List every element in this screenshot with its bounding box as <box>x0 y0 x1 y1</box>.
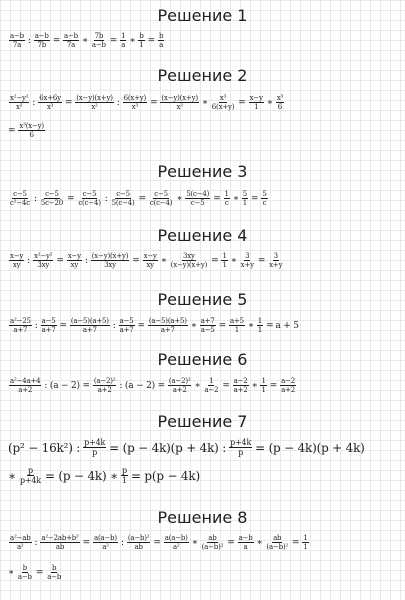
denominator: a+2 <box>233 386 248 394</box>
solution-8-heading: Решение 8 <box>157 508 248 527</box>
numerator: x³ <box>276 94 284 102</box>
numerator: a²−25 <box>10 317 31 325</box>
numerator: c−5 <box>82 190 97 198</box>
math-token: = <box>222 380 230 391</box>
numerator: 1 <box>303 534 308 542</box>
math-token: = <box>251 193 259 204</box>
math-token: = <box>109 35 118 46</box>
numerator: a−b <box>10 32 24 40</box>
fraction <box>121 466 128 485</box>
solution-1-heading: Решение 1 <box>157 6 248 25</box>
fraction <box>164 534 189 551</box>
math-token: = <box>257 255 266 266</box>
fraction <box>17 564 33 581</box>
math-token: ∗ <box>190 320 197 331</box>
fraction <box>91 32 107 49</box>
math-token: = <box>52 35 61 46</box>
math-token: = <box>238 97 246 108</box>
math-token: : <box>84 255 88 266</box>
solution-7-heading: Решение 7 <box>157 412 248 431</box>
numerator: a−2 <box>233 377 248 385</box>
fraction <box>238 534 254 551</box>
numerator: b <box>52 564 57 572</box>
fraction <box>111 190 136 207</box>
fraction <box>257 317 263 334</box>
denominator: a+2 <box>97 386 112 394</box>
fraction <box>40 534 79 551</box>
fraction <box>75 94 113 111</box>
math-token: = <box>82 537 90 548</box>
equation-line <box>7 466 201 485</box>
math-token: = <box>64 97 73 108</box>
numerator: x−y <box>10 252 24 260</box>
denominator: 1 <box>234 326 240 334</box>
denominator: 3xy <box>37 261 50 269</box>
fraction <box>9 32 25 49</box>
denominator: c−5 <box>190 199 205 207</box>
solution-6-heading: Решение 6 <box>157 350 248 369</box>
solution-2-heading: Решение 2 <box>157 66 248 85</box>
math-token: = <box>138 193 146 204</box>
fraction <box>229 317 245 334</box>
equation-line <box>7 190 270 207</box>
math-token: = p(p − 4k) <box>130 468 200 483</box>
fraction <box>158 32 164 49</box>
numerator: a(a−b) <box>94 534 117 542</box>
solution-5-heading: Решение 5 <box>157 290 248 309</box>
numerator: (a−2)² <box>93 377 116 385</box>
denominator: (x−y)(x+y) <box>170 261 208 269</box>
math-token: = (p − 4k)(p + 4k) <box>255 440 365 455</box>
fraction <box>233 377 249 394</box>
numerator: (x−y)(x+y) <box>76 94 113 102</box>
numerator: b <box>139 32 144 40</box>
equation-line <box>7 94 286 111</box>
fraction <box>77 190 101 207</box>
math-token: : <box>27 255 31 266</box>
numerator: 6x+6y <box>39 94 61 102</box>
equation-line <box>7 252 285 269</box>
denominator: x² <box>16 103 23 111</box>
fraction <box>38 94 62 111</box>
math-token: = <box>59 320 67 331</box>
math-token: : <box>27 35 31 46</box>
denominator: a² <box>16 543 24 551</box>
denominator: 6 <box>29 131 34 139</box>
denominator: a+7 <box>119 326 134 334</box>
solution-4-heading: Решение 4 <box>157 226 248 245</box>
math-token: : <box>120 537 124 548</box>
math-token: ∗ <box>8 468 16 483</box>
math-token: = <box>227 537 235 548</box>
denominator: c²−4c <box>10 199 30 207</box>
numerator: ab <box>208 534 217 542</box>
fraction <box>119 317 135 334</box>
denominator: a−b <box>91 41 106 49</box>
numerator: (a−5)(a+5) <box>148 317 187 325</box>
equation-line <box>7 122 47 139</box>
denominator: a+2 <box>281 386 295 394</box>
denominator: a+7 <box>82 326 97 334</box>
denominator: 5c−20 <box>40 199 63 207</box>
numerator: b <box>158 32 164 40</box>
numerator: p+4k <box>84 438 106 447</box>
fraction <box>41 317 57 334</box>
fraction <box>9 317 32 334</box>
denominator: x³ <box>46 103 54 111</box>
math-token: = <box>66 193 75 204</box>
numerator: 1 <box>222 252 227 260</box>
denominator: x³ <box>131 103 138 111</box>
numerator: (a−5)(a+5) <box>70 317 109 325</box>
equation-line <box>7 377 298 394</box>
numerator: a+5 <box>229 317 244 325</box>
fraction <box>211 94 235 111</box>
numerator: a−5 <box>41 317 56 325</box>
denominator: a <box>121 41 126 49</box>
fraction <box>120 32 126 49</box>
fraction <box>242 190 248 207</box>
math-token: ∗ <box>230 255 237 266</box>
math-token: = <box>132 255 140 266</box>
numerator: x²−y² <box>34 252 53 260</box>
math-token: : <box>34 537 38 548</box>
math-token: ∗ <box>8 567 14 578</box>
fraction <box>260 377 266 394</box>
fraction <box>19 466 42 485</box>
denominator: a <box>243 543 248 551</box>
denominator: x² <box>91 103 98 111</box>
math-token: = <box>213 193 221 204</box>
numerator: 5 <box>242 190 247 198</box>
math-token: : <box>104 193 108 204</box>
numerator: a−b <box>64 32 78 40</box>
denominator: a+2 <box>18 386 33 394</box>
numerator: a²−2ab+b² <box>41 534 79 542</box>
fraction <box>18 122 45 139</box>
math-token: : <box>116 97 120 108</box>
fraction <box>93 377 117 394</box>
numerator: ab <box>273 534 282 542</box>
math-token: ∗ <box>232 193 239 204</box>
denominator: 7a <box>66 41 76 49</box>
fraction <box>148 317 188 334</box>
equation-line <box>7 317 300 334</box>
denominator: 1 <box>222 261 227 269</box>
denominator: a−5 <box>200 326 215 334</box>
fraction <box>185 190 210 207</box>
fraction <box>276 94 284 111</box>
fraction <box>67 252 82 269</box>
denominator: 7a <box>12 41 22 49</box>
math-token: ∗ <box>256 537 263 548</box>
math-token: = <box>211 255 219 266</box>
fraction <box>265 534 289 551</box>
denominator: a−b <box>47 573 62 581</box>
math-token: : (a − 2) = <box>44 380 90 391</box>
denominator: c(c−4) <box>149 199 173 207</box>
denominator: (a−b)² <box>201 543 224 551</box>
denominator: a−b <box>17 573 32 581</box>
math-token: = <box>147 35 155 46</box>
fraction <box>46 564 62 581</box>
fraction <box>93 534 118 551</box>
fraction <box>221 252 227 269</box>
equation-line <box>7 534 311 551</box>
fraction <box>261 190 267 207</box>
math-token: ∗ <box>176 193 183 204</box>
fraction <box>70 317 110 334</box>
denominator: a <box>159 41 164 49</box>
math-token: : <box>33 193 37 204</box>
math-token: = (p − 4k) ∗ <box>44 468 119 483</box>
math-token: : <box>34 320 38 331</box>
numerator: p <box>27 466 33 475</box>
fraction <box>138 32 144 49</box>
denominator: c <box>224 199 229 207</box>
denominator: xy <box>70 261 79 269</box>
numerator: a+7 <box>200 317 215 325</box>
math-token: ∗ <box>194 380 201 391</box>
equation-line <box>7 438 366 457</box>
math-token: = <box>150 97 158 108</box>
numerator: (x−y)(x+y) <box>91 252 129 260</box>
solution-3-heading: Решение 3 <box>157 162 248 181</box>
fraction <box>63 32 79 49</box>
equation-line <box>7 32 166 49</box>
fraction <box>249 94 264 111</box>
math-token: ∗ <box>201 97 208 108</box>
numerator: 3 <box>245 252 250 260</box>
math-token: = <box>269 380 278 391</box>
math-token: ∗ <box>129 35 136 46</box>
fraction <box>83 438 106 457</box>
math-token: ∗ <box>247 320 254 331</box>
numerator: b <box>22 564 28 572</box>
math-token: ∗ <box>266 97 273 108</box>
denominator: xy <box>146 261 154 269</box>
fraction <box>224 190 230 207</box>
math-token: ∗ <box>251 380 258 391</box>
denominator: a+7 <box>41 326 56 334</box>
numerator: a−2 <box>281 377 295 385</box>
numerator: p+4k <box>230 438 252 447</box>
denominator: 1 <box>139 41 144 49</box>
numerator: c−5 <box>13 190 27 198</box>
numerator: a²−4a+4 <box>10 377 41 385</box>
numerator: c−5 <box>116 190 130 198</box>
denominator: 1 <box>122 476 127 485</box>
numerator: x−y <box>143 252 157 260</box>
denominator: p <box>92 448 98 457</box>
denominator: a+7 <box>160 326 175 334</box>
math-token: ∗ <box>160 255 167 266</box>
math-token: = <box>292 537 300 548</box>
numerator: 7b <box>94 32 104 40</box>
denominator: ab <box>55 543 65 551</box>
fraction <box>34 32 50 49</box>
fraction <box>33 252 53 269</box>
denominator: a+7 <box>13 326 28 334</box>
math-token: = <box>266 320 274 331</box>
fraction <box>240 252 255 269</box>
numerator: p <box>122 466 127 475</box>
math-token: : <box>32 97 36 108</box>
math-token: = <box>35 567 44 578</box>
denominator: 6(x+y) <box>211 103 235 111</box>
numerator: c−5 <box>154 190 168 198</box>
denominator: x+y <box>240 261 254 269</box>
fraction <box>149 190 173 207</box>
fraction <box>9 377 41 394</box>
numerator: c−5 <box>45 190 59 198</box>
numerator: x³ <box>219 94 227 102</box>
numerator: 6(x+y) <box>123 94 147 102</box>
math-token: = <box>218 320 226 331</box>
math-token: : <box>112 320 116 331</box>
denominator: 1 <box>257 326 263 334</box>
fraction <box>40 190 64 207</box>
numerator: 5(c−4) <box>186 190 210 198</box>
fraction <box>123 94 147 111</box>
fraction <box>168 377 192 394</box>
denominator: 5(c−4) <box>111 199 135 207</box>
math-token: = (p − 4k)(p + 4k) : <box>109 440 227 455</box>
numerator: 3xy <box>183 252 195 260</box>
denominator: 1 <box>242 199 247 207</box>
denominator: (a−b)² <box>266 543 289 551</box>
numerator: 5 <box>262 190 267 198</box>
denominator: x+y <box>269 261 283 269</box>
fraction <box>9 190 31 207</box>
math-token: = <box>153 537 161 548</box>
denominator: 3xy <box>104 261 116 269</box>
fraction <box>160 94 198 111</box>
fraction <box>229 438 252 457</box>
numerator: x−y <box>67 252 81 260</box>
fraction <box>203 377 219 394</box>
numerator: a²−ab <box>10 534 31 542</box>
denominator: p <box>238 448 244 457</box>
math-token: = <box>137 320 145 331</box>
denominator: p+4k <box>19 476 41 485</box>
numerator: 1 <box>261 377 266 385</box>
math-token: = <box>8 125 16 136</box>
denominator: a−2 <box>204 386 219 394</box>
math-token: (p² − 16k²) : <box>8 440 81 455</box>
fraction <box>9 252 24 269</box>
numerator: 1 <box>121 32 126 40</box>
numerator: (a−2)² <box>168 377 191 385</box>
numerator: a−5 <box>119 317 134 325</box>
fraction <box>200 317 216 334</box>
denominator: a+2 <box>172 386 187 394</box>
denominator: c <box>262 199 267 207</box>
math-token: : (a − 2) = <box>119 380 165 391</box>
fraction <box>302 534 308 551</box>
math-token: = <box>56 255 64 266</box>
fraction <box>127 534 151 551</box>
denominator: ab <box>134 543 143 551</box>
numerator: x²−y² <box>10 94 29 102</box>
fraction <box>9 94 29 111</box>
fraction <box>268 252 283 269</box>
denominator: c(c−4) <box>78 199 101 207</box>
numerator: a(a−b) <box>164 534 188 542</box>
numerator: a−b <box>34 32 49 40</box>
denominator: xy <box>12 261 21 269</box>
denominator: 1 <box>261 386 266 394</box>
numerator: (a−b)² <box>127 534 150 542</box>
denominator: a² <box>102 543 109 551</box>
denominator: 1 <box>303 543 308 551</box>
denominator: 1 <box>254 103 259 111</box>
fraction <box>91 252 129 269</box>
fraction <box>280 377 296 394</box>
fraction <box>170 252 208 269</box>
denominator: x² <box>176 103 183 111</box>
fraction <box>201 534 225 551</box>
numerator: 1 <box>224 190 229 198</box>
numerator: 3 <box>273 252 278 260</box>
math-token: a + 5 <box>275 320 299 331</box>
fraction <box>143 252 158 269</box>
numerator: x−y <box>249 94 263 102</box>
equation-line <box>7 564 64 581</box>
math-token: ∗ <box>81 35 88 46</box>
numerator: 1 <box>209 377 214 385</box>
numerator: x³(x−y) <box>19 122 44 130</box>
denominator: 7b <box>37 41 46 49</box>
numerator: 1 <box>257 317 263 325</box>
denominator: 6 <box>277 103 283 111</box>
numerator: a−b <box>238 534 253 542</box>
numerator: (x−y)(x+y) <box>161 94 198 102</box>
denominator: a² <box>172 543 180 551</box>
fraction <box>9 534 32 551</box>
math-token: ∗ <box>191 537 198 548</box>
